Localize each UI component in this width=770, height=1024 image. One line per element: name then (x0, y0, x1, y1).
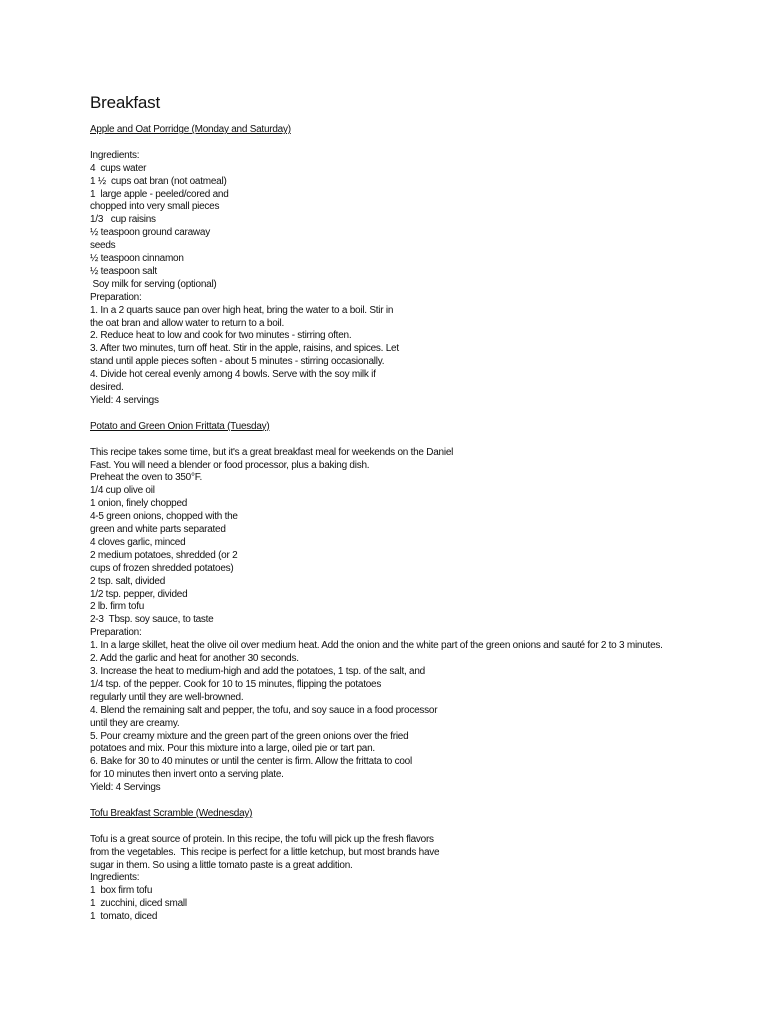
text-line: 1/2 tsp. pepper, divided (90, 588, 188, 600)
text-line: Preheat the oven to 350°F. (90, 472, 203, 484)
text-line: potatoes and mix. Pour this mixture into a large, oiled pie or tart pan. (90, 743, 375, 755)
blank-line (90, 408, 750, 421)
text-line: desired. (90, 382, 124, 394)
document-title: Breakfast (90, 93, 161, 112)
text-line: ½ teaspoon salt (90, 265, 157, 277)
text-line: chopped into very small pieces (90, 201, 220, 213)
text-line: 3. After two minutes, turn off heat. Stir in the apple, raisins, and spices. Let (90, 343, 399, 355)
text-line: 1. In a 2 quarts sauce pan over high heat, bring the water to a boil. Stir in (90, 304, 394, 316)
text-line: 2. Add the garlic and heat for another 30 seconds. (90, 653, 299, 665)
text-line: 4. Blend the remaining salt and pepper, the tofu, and soy sauce in a food processor (90, 704, 438, 716)
text-line: regularly until they are well-browned. (90, 691, 244, 703)
text-line: for 10 minutes then invert onto a serving plate. (90, 769, 284, 781)
text-line: 2 tsp. salt, divided (90, 575, 166, 587)
recipe-title: Apple and Oat Porridge (Monday and Saturday) (90, 124, 291, 135)
text-line: 4. Divide hot cereal evenly among 4 bowls. Serve with the soy milk if (90, 369, 376, 381)
text-line: 2 lb. firm tofu (90, 601, 145, 613)
recipe-title: Potato and Green Onion Frittata (Tuesday) (90, 420, 270, 432)
text-line: 1 ½ cups oat bran (not oatmeal) (90, 175, 227, 187)
text-line: stand until apple pieces soften - about 5 minutes - stirring occasionally. (90, 356, 385, 368)
text-line: This recipe takes some time, but it's a great breakfast meal for weekends on the Daniel (90, 446, 454, 458)
text-line: until they are creamy. (90, 717, 180, 729)
blank-line (90, 434, 750, 447)
text-line: 1/4 tsp. of the pepper. Cook for 10 to 15 minutes, flipping the potatoes (90, 678, 382, 690)
text-line: Soy milk for serving (optional) (90, 278, 217, 290)
text-line: Tofu is a great source of protein. In this recipe, the tofu will pick up the fresh flavors (90, 833, 434, 845)
recipe-sections (90, 124, 750, 924)
text-line: 3. Increase the heat to medium-high and add the potatoes, 1 tsp. of the salt, and (90, 666, 425, 678)
document-page (90, 92, 750, 924)
text-line: Preparation: (90, 291, 142, 303)
text-line: 1 tomato, diced (90, 911, 158, 923)
text-line: ½ teaspoon ground caraway (90, 227, 210, 239)
text-line: the oat bran and allow water to return to a boil. (90, 317, 284, 329)
text-line: 1 box firm tofu (90, 885, 153, 897)
text-line: 4 cloves garlic, minced (90, 536, 186, 548)
recipe-section (90, 421, 750, 808)
text-line: ½ teaspoon cinnamon (90, 253, 184, 265)
text-line: 5. Pour creamy mixture and the green part of the green onions over the fried (90, 730, 409, 742)
text-line: 1 zucchini, diced small (90, 898, 187, 910)
recipe-section (90, 124, 750, 421)
text-line: Ingredients: (90, 149, 140, 161)
text-line: 1. In a large skillet, heat the olive oil over medium heat. Add the onion and the white part of the green onions and sauté for 2 to 3 minutes. (90, 640, 663, 652)
blank-line (90, 821, 750, 834)
text-line: 1/4 cup olive oil (90, 485, 155, 497)
text-line: Yield: 4 servings (90, 395, 159, 407)
text-line: 2 medium potatoes, shredded (or 2 (90, 549, 238, 561)
recipe-section (90, 808, 750, 924)
text-line: seeds (90, 240, 116, 252)
text-line: Preparation: (90, 627, 142, 639)
text-line: Yield: 4 Servings (90, 782, 161, 794)
text-line: 4 cups water (90, 162, 147, 174)
blank-line (90, 137, 750, 150)
text-line: cups of frozen shredded potatoes) (90, 562, 234, 574)
text-line: 2-3 Tbsp. soy sauce, to taste (90, 614, 214, 626)
blank-line (90, 795, 750, 808)
text-line: green and white parts separated (90, 524, 226, 536)
text-line: 1/3 cup raisins (90, 214, 156, 226)
text-line: 1 large apple - peeled/cored and (90, 188, 229, 200)
text-line: 6. Bake for 30 to 40 minutes or until the center is firm. Allow the frittata to cool (90, 756, 412, 768)
text-line: 4-5 green onions, chopped with the (90, 511, 238, 523)
recipe-title: Tofu Breakfast Scramble (Wednesday) (90, 807, 253, 819)
text-line: sugar in them. So using a little tomato paste is a great addition. (90, 859, 353, 871)
text-line: Fast. You will need a blender or food processor, plus a baking dish. (90, 459, 370, 471)
text-line: from the vegetables. This recipe is perfect for a little ketchup, but most brands have (90, 846, 440, 858)
text-line: Ingredients: (90, 872, 140, 884)
text-line: 1 onion, finely chopped (90, 498, 188, 510)
text-line: 2. Reduce heat to low and cook for two minutes - stirring often. (90, 330, 352, 342)
